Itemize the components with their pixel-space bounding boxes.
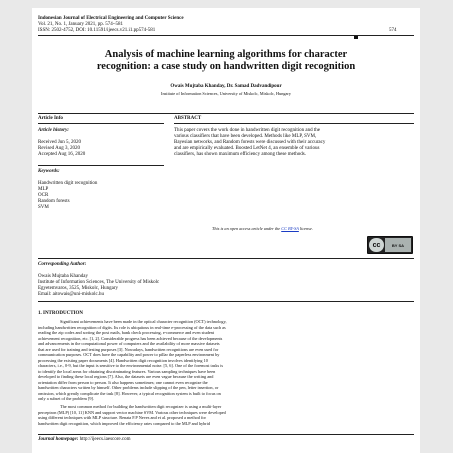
intro-line: reading the zip codes and sorting the post mails, bank check processing, e-commerce and even student [38, 330, 214, 335]
intro-line: only a subset of the problem [9]. [38, 396, 94, 401]
abstract-line: classifiers, has shown maximum efficiency among these methods. [174, 152, 306, 157]
article-info-heading: Article Info [38, 116, 63, 121]
corresponding-line: Institute of Information Sciences, The University of Miskolc [38, 280, 160, 285]
footer-label: Journal homepage: [38, 437, 79, 442]
intro-line: Significant achievements have been made in the optical character recognition (OCT) technology, [60, 319, 227, 324]
journal-volume: Vol. 21, No. 1, January 2021, pp. 574~581 [38, 22, 123, 27]
intro-line: orientation differ from person to person. It also happens sometimes; one cannot even recognize the [38, 379, 208, 385]
intro-line: achievement recognition, etc. [1, 2]. Considerable progress has been achieved because of the developments [38, 335, 223, 341]
info-left-rule [38, 123, 164, 124]
header-square-icon [354, 28, 358, 46]
received-date: Received Jun 5, 2020 [38, 140, 82, 145]
abstract-heading: ABSTRACT [174, 116, 202, 121]
footer-url[interactable]: http://ijeecs.iaescore.com [79, 437, 131, 442]
intro-line: including handwritten recognition of digits. Its role is ubiquitous in real-time e-processing of the data such as [38, 324, 226, 330]
intro-paragraph [38, 319, 414, 402]
intro-line: using different techniques with MLP structure. Renata F.P Neves and et al. proposed a method for [38, 415, 206, 420]
keyword-item: Handwritten digit recognition [38, 181, 98, 186]
intro-line: that are used for training and testing purposes [3]. Nowadays, handwritten recognitions are even used for [38, 346, 219, 352]
license-suffix: license. [298, 226, 313, 231]
affiliation: Institute of Information Sciences, University of Miskolc, Miskolc, Hungary [161, 91, 291, 96]
title-line-1: Analysis of machine learning algorithms for character [104, 49, 348, 60]
corresponding-line: Email: aitowais@uni-miskolc.hu [38, 292, 104, 297]
article-history-label: Article history: [38, 128, 69, 133]
license-link[interactable]: CC BY-SA [281, 226, 299, 231]
license-note [212, 226, 313, 232]
intro-line: handwritten characters written by himself. Other problems include slipping of the pen, letter insertion, or [38, 385, 219, 390]
keyword-item: SVM [38, 205, 49, 210]
intro-line: handwritten digit recognition, which improved the efficiency rates compared to the MLP and hybrid [38, 420, 211, 426]
intro-line: developed to finding these local regions [7]. Also, the datasets are even vague because the writing and [38, 374, 214, 379]
info-top-rule [38, 113, 414, 114]
intro-line: communication purposes. OCT does have the capability and power to pillar the paperless environment by [38, 352, 220, 357]
by-sa-icon: BY SA [385, 238, 411, 252]
intro-line: processing the existing paper documents [4]. Handwritten digit recognition involves identifying 10 [38, 357, 208, 363]
abstract-line: and are empirically evaluated. Boosted LetNet 4, an ensemble of various [174, 146, 320, 151]
intro-line: and advancements in the computational power of computers and the availability of more massive datasets [38, 341, 220, 346]
title-line-2: recognition: a case study on handwritten digit recognition [96, 61, 356, 72]
cc-license-badge[interactable] [367, 236, 413, 254]
keywords-rule [38, 165, 164, 166]
paper-page [32, 8, 420, 453]
intro-line: omission, which greatly complicate the task [8]. However, a typical recognition system is built to focus on [38, 390, 221, 396]
header-rule [38, 35, 414, 36]
revised-date: Revised Aug 3, 2020 [38, 146, 80, 151]
abstract-text [174, 128, 414, 158]
section-heading: 1. INTRODUCTION [38, 311, 84, 316]
corresponding-line: Owais Mujtaba Khanday [38, 274, 88, 279]
intro-line: The most common method for building the handwritten digit recognizer is using a multi-layer [60, 404, 222, 409]
abstract-line: Bayesian networks, and Random forests were discussed with their accuracy [174, 140, 326, 145]
intro-line: characters, i.e., 0-9, but the input is sensitive to the environmental noise. [5, 6]. One of the foremost tasks is [38, 363, 224, 368]
footer-rule [38, 434, 414, 435]
intro-line: to identify the local areas for obtaining discriminating features. Various sampling techniques have been [38, 368, 216, 374]
keyword-item: MLP [38, 187, 49, 192]
authors: Owais Mujtaba Khanday, Dr. Samad Dadvandipour [170, 84, 282, 89]
corresponding-author-label: Corresponding Author: [38, 262, 87, 267]
intro-body [38, 319, 414, 426]
corresponding-rule [38, 301, 414, 302]
info-bottom-rule [38, 258, 414, 259]
corresponding-author [38, 274, 159, 298]
license-prefix: This is an open access article under the [212, 226, 282, 231]
journal-name: Indonesian Journal of Electrical Engineering and Computer Science [38, 16, 184, 21]
cc-logo-icon: cc [369, 238, 384, 252]
intro-line: perceptron (MLP) [10, 11] KNN and support vector machine SVM. Various other techniques were developed [38, 409, 226, 415]
corresponding-line: Egyetemvaros, 3525, Miskolc, Hungary [38, 286, 118, 291]
accepted-date: Accepted Aug 16, 2020 [38, 152, 86, 157]
keyword-item: OCR [38, 193, 49, 198]
abstract-line: This paper covers the work done in handwritten digit recognition and the [174, 128, 320, 133]
page-number: 574 [389, 28, 397, 33]
keywords-label: Keywords: [38, 169, 60, 174]
keyword-item: Random forests [38, 199, 70, 204]
abstract-rule [174, 123, 414, 124]
abstract-line: various classifiers that have been developed. Methods like MLP, SVM, [174, 134, 317, 139]
journal-issn: ISSN: 2502-4752, DOI: 10.11591/ijeecs.v21.i1.pp574-581 [38, 28, 156, 33]
paper-title [32, 49, 420, 73]
footer [38, 437, 131, 443]
intro-paragraph [38, 404, 414, 426]
